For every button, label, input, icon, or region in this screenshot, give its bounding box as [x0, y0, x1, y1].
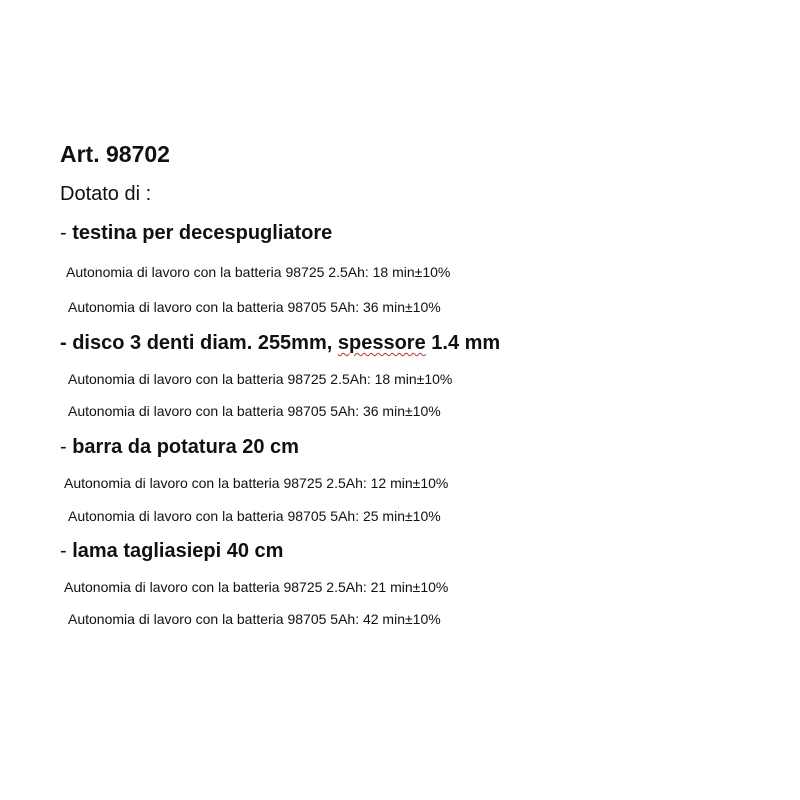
runtime-detail: Autonomia di lavoro con la batteria 98725 2.5Ah: 12 min±10%: [64, 475, 449, 491]
section-heading-disc: [60, 333, 500, 353]
section-heading-trimmer-head: [60, 223, 332, 243]
runtime-detail: Autonomia di lavoro con la batteria 98725 2.5Ah: 18 min±10%: [66, 264, 451, 280]
runtime-detail: Autonomia di lavoro con la batteria 98725 2.5Ah: 21 min±10%: [64, 579, 449, 595]
runtime-detail: Autonomia di lavoro con la batteria 98705 5Ah: 36 min±10%: [68, 403, 441, 419]
section-name-part: 1.4 mm: [425, 332, 501, 354]
article-title: Art. 98702: [60, 141, 170, 167]
spellcheck-flagged-word[interactable]: spessore: [337, 332, 426, 354]
section-name-part: disco 3 denti diam. 255mm,: [72, 332, 338, 354]
runtime-detail: Autonomia di lavoro con la batteria 98725 2.5Ah: 18 min±10%: [68, 371, 453, 387]
section-heading-hedge-blade: [60, 541, 283, 561]
section-dash: -: [60, 222, 73, 244]
runtime-detail: Autonomia di lavoro con la batteria 98705 5Ah: 36 min±10%: [68, 299, 441, 315]
section-dash: -: [60, 540, 73, 562]
section-name: testina per decespugliatore: [72, 222, 333, 244]
section-name: lama tagliasiepi 40 cm: [72, 540, 284, 562]
runtime-detail: Autonomia di lavoro con la batteria 98705 5Ah: 25 min±10%: [68, 508, 441, 524]
intro-text: Dotato di :: [60, 183, 152, 205]
runtime-detail: Autonomia di lavoro con la batteria 98705 5Ah: 42 min±10%: [68, 611, 441, 627]
section-heading-pruning-bar: [60, 437, 299, 457]
section-dash: -: [60, 332, 73, 354]
section-name: barra da potatura 20 cm: [72, 436, 299, 458]
section-dash: -: [60, 436, 73, 458]
